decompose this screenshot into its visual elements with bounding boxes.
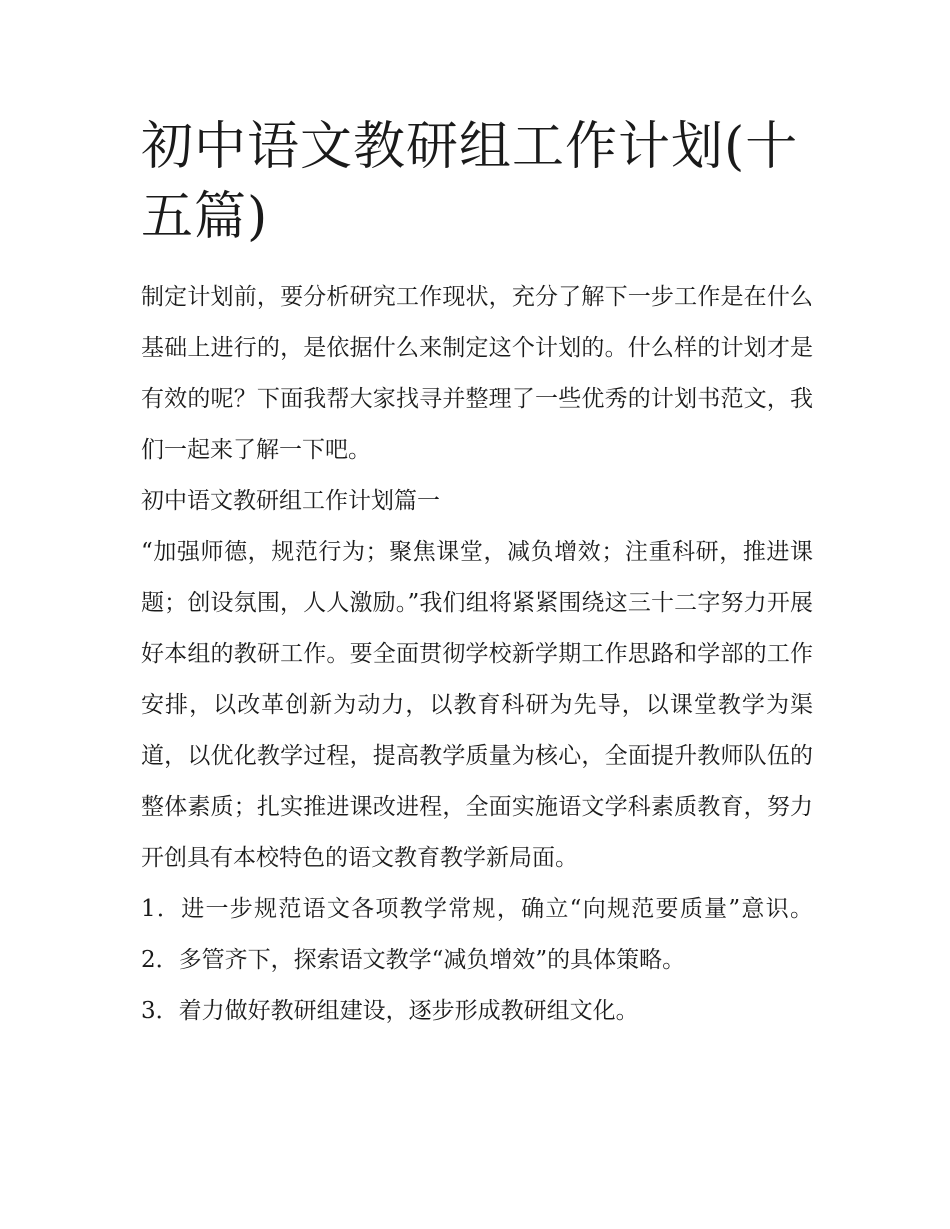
intro-paragraph: 制定计划前，要分析研究工作现状，充分了解下一步工作是在什么基础上进行的，是依据什么来制定这个计划的。什么样的计划才是有效的呢？下面我帮大家找寻并整理了一些优秀的计划书范文，我们一起来了解一下吧。	[141, 284, 813, 463]
document-page	[141, 112, 813, 1037]
list-item: 3．着力做好教研组建设，逐步形成教研组文化。	[141, 998, 639, 1024]
list-item: 1．进一步规范语文各项教学常规，确立“向规范要质量”意识。 2．多管齐下，探索语文教学“减负增效”的具体策略。	[141, 896, 813, 973]
document-title: 初中语文教研组工作计划(十五篇)	[141, 117, 799, 247]
section-heading: 初中语文教研组工作计划篇一	[141, 488, 440, 514]
body-paragraph: “加强师德，规范行为；聚焦课堂，减负增效；注重科研，推进课题；创设氛围，人人激励。”我们组将紧紧围绕这三十二字努力开展好本组的教研工作。要全面贯彻学校新学期工作思路和学部的工作安排，以改革创新为动力，以教育科研为先导，以课堂教学为渠道，以优化教学过程，提高教学质量为核心，全面提升教师队伍的整体素质；扎实推进课改进程，全面实施语文学科素质教育，努力开创具有本校特色的语文教育教学新局面。	[141, 539, 813, 871]
